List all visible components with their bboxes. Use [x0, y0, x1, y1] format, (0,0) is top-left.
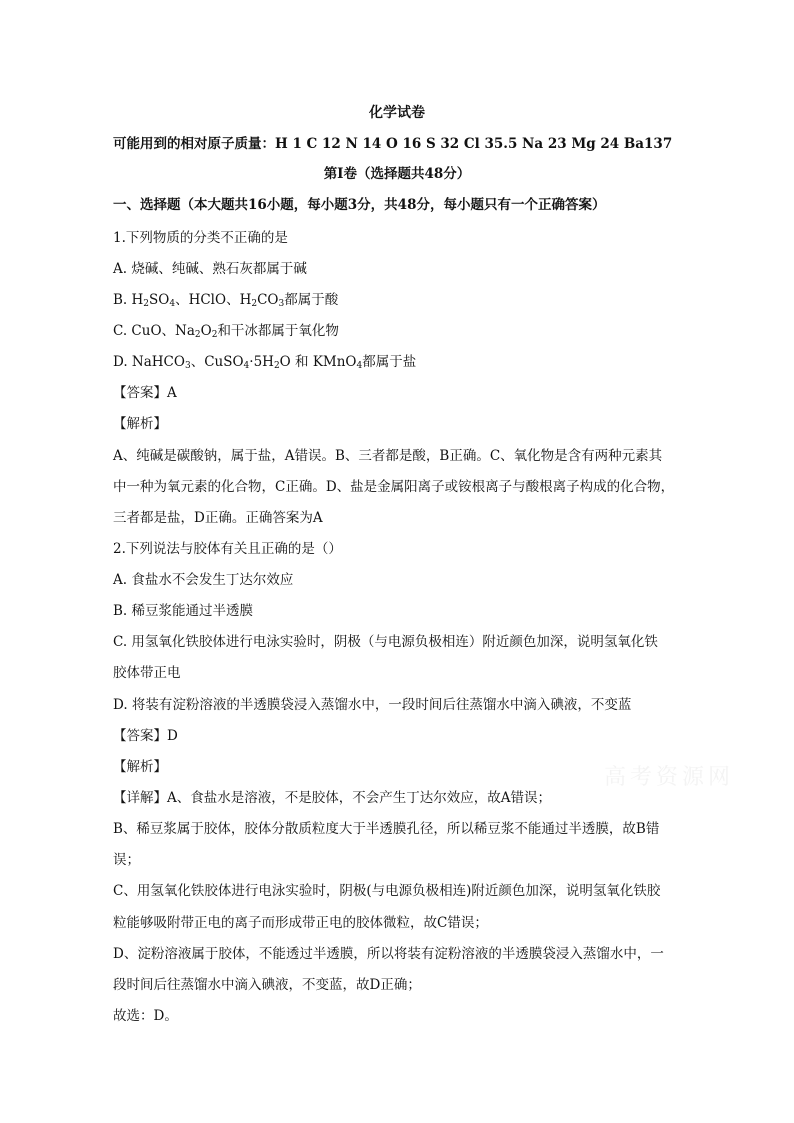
q1-option-a: A. 烧碱、纯碱、熟石灰都属于碱 [113, 261, 307, 277]
q2-answer: 【答案】D [113, 728, 178, 744]
q2-analysis-line: C、用氢氧化铁胶体进行电泳实验时，阴极(与电源负极相连)附近颜色加深，说明氢氧化铁胶 [113, 883, 661, 899]
page-title: 化学试卷 [369, 105, 425, 121]
q2-option-c-line: 胶体带正电 [113, 665, 181, 681]
q2-analysis-line: B、稀豆浆属于胶体，胶体分散质粒度大于半透膜孔径，所以稀豆浆不能通过半透膜，故B错 [113, 821, 660, 837]
q1-stem: 1.下列物质的分类不正确的是 [113, 230, 288, 246]
q2-analysis-line: 【详解】A、食盐水是溶液，不是胶体，不会产生丁达尔效应，故A错误； [113, 790, 551, 806]
q1-analysis-line: 中一种为氧元素的化合物，C正确。D、盐是金属阳离子或铵根离子与酸根离子构成的化合物， [113, 479, 675, 495]
watermark: 高考资源网 [604, 765, 735, 790]
q2-analysis-line: 故选：D。 [113, 1008, 178, 1024]
q1-analysis-line: 三者都是盐，D正确。正确答案为A [113, 510, 323, 526]
q2-analysis-line: 段时间后往蒸馏水中滴入碘液，不变蓝，故D正确； [113, 977, 421, 993]
q2-option-b: B. 稀豆浆能通过半透膜 [113, 603, 254, 619]
q1-analysis-line: A、纯碱是碳酸钠，属于盐，A错误。B、三者都是酸，B正确。C、氧化物是含有两种元素其 [113, 448, 663, 464]
q2-analysis-label: 【解析】 [113, 759, 167, 775]
q1-analysis-label: 【解析】 [113, 416, 167, 432]
q2-analysis-line: 粒能够吸附带正电的离子而形成带正电的胶体微粒，故C错误； [113, 915, 488, 931]
q1-option-c: C. CuO、$Na_2O_2$和干冰都属于氧化物 [113, 323, 339, 340]
q1-option-b: B. $H_2SO_4$、HClO、$H_2CO_3$都属于酸 [113, 292, 339, 309]
q2-stem: 2.下列说法与胶体有关且正确的是（） [113, 541, 342, 557]
q1-option-d: D. NaHCO$_3$、$CuSO_4\cdot 5H_2O$ 和 KMnO$_4$都属于盐 [113, 354, 417, 371]
q1-answer: 【答案】A [113, 385, 177, 401]
atomic-mass-line: 可能用到的相对原子质量：H 1 C 12 N 14 O 16 S 32 Cl 35.5 Na 23 Mg 24 Ba137 [113, 136, 673, 152]
q2-option-c-line: C. 用氢氧化铁胶体进行电泳实验时，阴极（与电源负极相连）附近颜色加深，说明氢氧化铁 [113, 634, 658, 650]
q2-option-a: A. 食盐水不会发生丁达尔效应 [113, 572, 294, 588]
q2-option-d: D. 将装有淀粉溶液的半透膜袋浸入蒸馏水中，一段时间后往蒸馏水中滴入碘液，不变蓝 [113, 697, 632, 713]
q2-analysis-line: 误； [113, 852, 140, 868]
section-title: 一、选择题（本大题共16小题，每小题3分，共48分，每小题只有一个正确答案） [113, 197, 606, 213]
part-title: 第Ⅰ卷（选择题共48分） [323, 166, 471, 182]
q2-analysis-line: D、淀粉溶液属于胶体，不能透过半透膜，所以将装有淀粉溶液的半透膜袋浸入蒸馏水中，一 [113, 946, 664, 962]
